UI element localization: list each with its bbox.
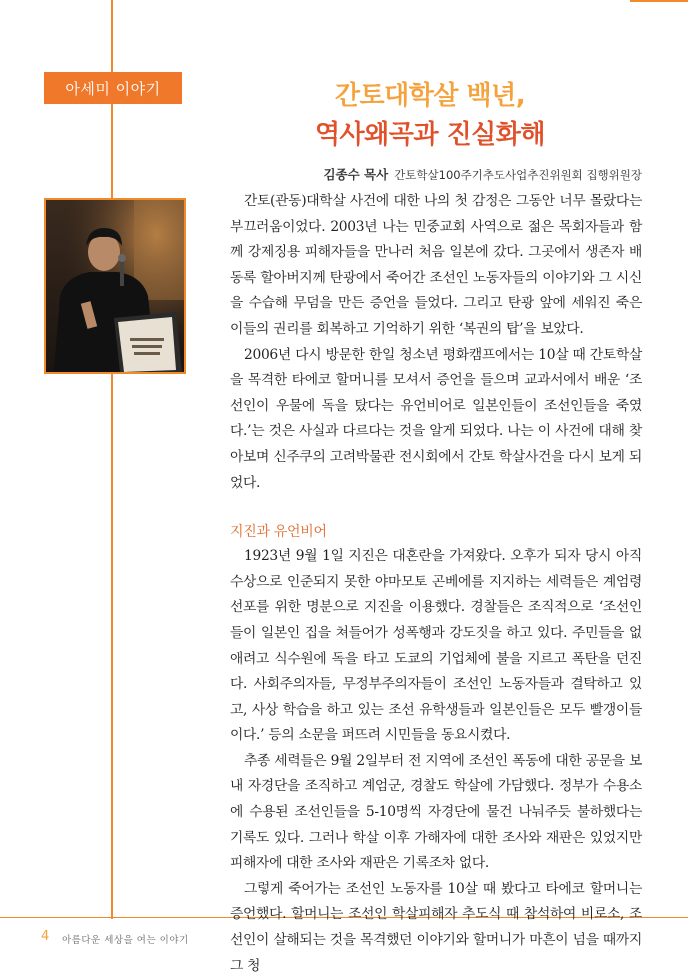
vertical-accent-line [111, 0, 113, 919]
speaker-photo-illustration [46, 200, 184, 372]
author-name: 김종수 목사 [323, 167, 389, 182]
paragraph: 1923년 9월 1일 지진은 대혼란을 가져왔다. 오후가 되자 당시 아직 수상으로 인준되지 못한 야마모토 곤베에를 지지하는 세력들은 계엄령 선포를 위한 명분으로 지진을 이용했다. 경찰들은 조직적으로 ‘조선인들이 일본인 집을 쳐들어가 성폭행과 강도짓을 하고 있다. 주민들을 없애려고 식수원에 독을 타고 도쿄의 기업체에 불을 지르고 폭탄을 던진다. 사회주의자들, 무정부주의자들이 조선인 노동자들과 결탁하고 있고, 사상 학습을 하고 있는 조선 유학생들과 일본인들은 모두 빨갱이들이다.’ 등의 소문을 퍼뜨려 시민들을 동요시켰다. [230, 548, 642, 744]
author-byline [323, 165, 642, 183]
paragraph: 간토(관동)대학살 사건에 대한 나의 첫 감정은 그동안 너무 몰랐다는 부끄러움이었다. 2003년 나는 민중교회 사역으로 젊은 목회자들과 함께 강제징용 피해자들을 만나러 처음 일본에 갔다. 그곳에서 생존자 배동록 할아버지께 탄광에서 죽어간 조선인 노동자들의 이야기와 그 시신을 수습해 무덤을 만든 증언을 들었다. 그리고 탄광 앞에 세워진 죽은 이들의 권리를 회복하고 기억하기 위한 ‘복권의 탑’을 보았다. [230, 193, 642, 337]
section-heading: 지진과 유언비어 [230, 524, 327, 541]
section-tag: 아세미 이야기 [44, 72, 182, 104]
title-line-1: 간토대학살 백년, [334, 81, 526, 111]
page-number: 4 [41, 929, 50, 944]
title-line-2: 역사왜곡과 진실화해 [314, 120, 546, 150]
author-affiliation: 간토학살100주기추도사업추진위원회 집행위원장 [394, 168, 642, 182]
magazine-name: 아름다운 세상을 여는 이야기 [62, 935, 189, 946]
article-body [230, 189, 642, 979]
paragraph: 추종 세력들은 9월 2일부터 전 지역에 조선인 폭동에 대한 공문을 보내 자경단을 조직하고 계엄군, 경찰도 학살에 가담했다. 정부가 수용소에 수용된 조선인들을 5-10명씩 자경단에 물건 나눠주듯 불하했다는 기록도 있다. 그러나 학살 이후 가해자에 대한 조사와 재판은 있었지만 피해자에 대한 조사와 재판은 기록조차 없다. [230, 752, 642, 872]
speaker-photo [44, 198, 186, 374]
paragraph: 2006년 다시 방문한 한일 청소년 평화캠프에서는 10살 때 간토학살을 목격한 타에코 할머니를 모셔서 증언을 들으며 교과서에서 배운 ‘조선인이 우물에 독을 탔다는 유언비어로 일본인들이 조선인들을 죽였다.’는 것은 사실과 다르다는 것을 알게 되었다. 나는 이 사건에 대해 찾아보며 신주쿠의 고려박물관 전시회에서 간토 학살사건을 다시 보게 되었다. [230, 346, 642, 491]
paragraph: 그렇게 죽어가는 조선인 노동자를 10살 때 봤다고 타에코 할머니는 증언했다. 할머니는 조선인 학살피해자 추도식 때 참석하여 비로소, 조선인이 살해되는 것을 목격했던 이야기와 할머니가 마흔이 넘을 때까지 그 청 [230, 880, 642, 974]
top-accent-line [630, 0, 688, 2]
